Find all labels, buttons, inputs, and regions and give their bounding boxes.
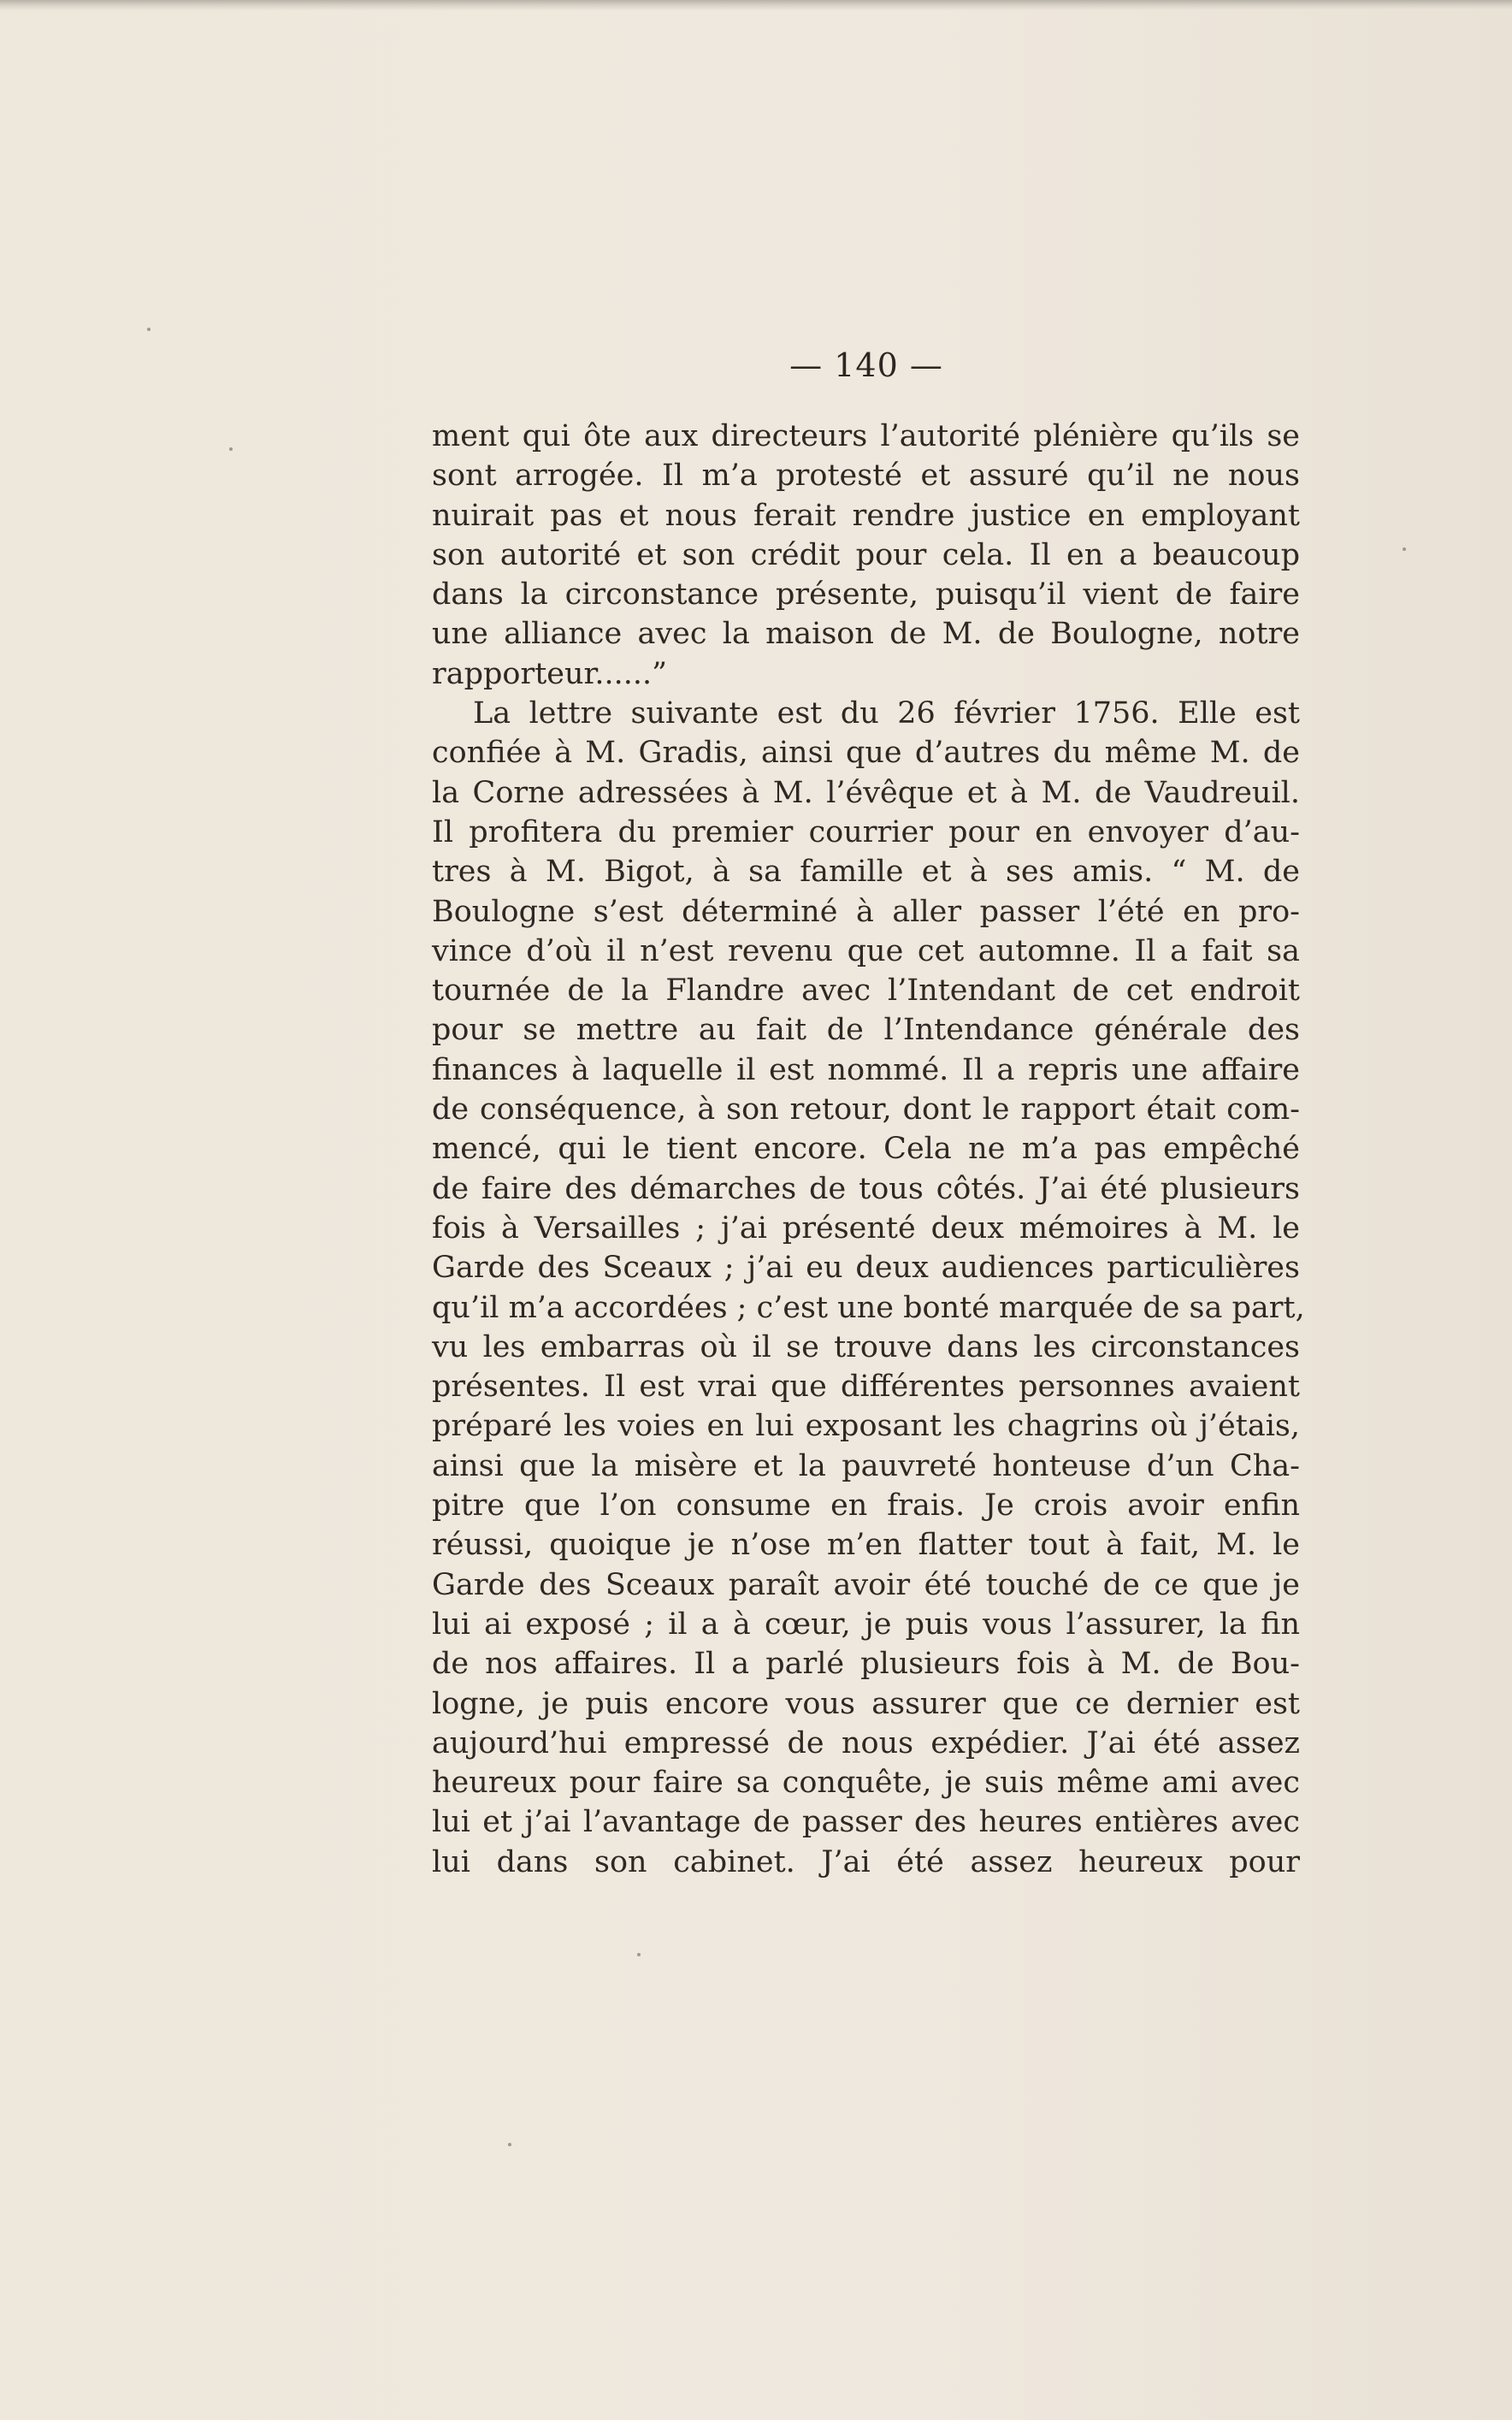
text-line: fois à Versailles ; j’ai présenté deux mémoires à M. le [432, 1210, 1300, 1246]
text-line: aujourd’hui empressé de nous expédier. J’ai été assez [432, 1725, 1300, 1760]
text-line: logne, je puis encore vous assurer que ce dernier est [432, 1686, 1300, 1721]
text-line: Garde des Sceaux paraît avoir été touché de ce que je [432, 1567, 1300, 1602]
text-line: réussi, quoique je n’ose m’en flatter tout à fait, M. le [432, 1528, 1300, 1563]
text-line: tres à M. Bigot, à sa famille et à ses amis. “ M. de [432, 855, 1300, 890]
text-line: heureux pour faire sa conquête, je suis même ami avec [432, 1766, 1300, 1801]
paper-speck [1403, 547, 1406, 551]
text-line: ment qui ôte aux directeurs l’autorité plénière qu’ils se [432, 419, 1300, 453]
text-line: Il profitera du premier courrier pour en envoyer d’au- [432, 814, 1300, 849]
text-line: rapporteur......” [432, 656, 668, 691]
paper-speck [147, 328, 151, 331]
text-line: lui ai exposé ; il a à cœur, je puis vous l’assurer, la fin [432, 1606, 1300, 1642]
text-line: de conséquence, à son retour, dont le rapport était com- [432, 1092, 1300, 1127]
text-line: la Corne adressées à M. l’évêque et à M. de Vaudreuil. [432, 775, 1300, 810]
paragraph-start-line: La lettre suivante est du 26 février 1756. Elle est [473, 696, 1300, 731]
text-line: préparé les voies en lui exposant les chagrins où j’étais, [432, 1409, 1300, 1444]
text-line: lui et j’ai l’avantage de passer des heures entières avec [432, 1805, 1300, 1840]
text-line: pour se mettre au fait de l’Intendance générale des [432, 1013, 1300, 1048]
text-line: vu les embarras où il se trouve dans les circonstances [432, 1329, 1300, 1364]
text-line: son autorité et son crédit pour cela. Il en a beaucoup [432, 537, 1300, 572]
page-number: — 140 — [789, 346, 943, 384]
text-line: présentes. Il est vrai que différentes personnes avaient [432, 1370, 1300, 1405]
text-line: sont arrogée. Il m’a protesté et assuré qu’il ne nous [432, 459, 1300, 494]
paper-speck [637, 1953, 641, 1956]
text-line: une alliance avec la maison de M. de Boulogne, notre [432, 617, 1300, 652]
text-line: nuirait pas et nous ferait rendre justice en employant [432, 498, 1300, 533]
text-line: Boulogne s’est déterminé à aller passer l’été en pro- [432, 894, 1300, 929]
text-line: mencé, qui le tient encore. Cela ne m’a pas empêché [432, 1132, 1300, 1167]
text-line: dans la circonstance présente, puisqu’il vient de faire [432, 577, 1300, 612]
text-line: de nos affaires. Il a parlé plusieurs fois à M. de Bou- [432, 1647, 1300, 1682]
body-text [432, 417, 1305, 1882]
text-line: vince d’où il n’est revenu que cet automne. Il a fait sa [432, 933, 1300, 968]
paper-speck [508, 2143, 511, 2146]
text-line: ainsi que la misère et la pauvreté honteuse d’un Cha- [432, 1448, 1300, 1483]
paper-speck [229, 447, 233, 451]
text-line: de faire des démarches de tous côtés. J’ai été plusieurs [432, 1171, 1300, 1206]
text-line: confiée à M. Gradis, ainsi que d’autres du même M. de [432, 736, 1300, 771]
text-line: tournée de la Flandre avec l’Intendant de cet endroit [432, 973, 1300, 1009]
page-top-edge [0, 0, 1512, 10]
text-line: finances à laquelle il est nommé. Il a repris une affaire [432, 1052, 1300, 1087]
text-line: pitre que l’on consume en frais. Je crois avoir enfin [432, 1488, 1300, 1524]
text-line: Garde des Sceaux ; j’ai eu deux audiences particulières [432, 1251, 1300, 1286]
text-line: qu’il m’a accordées ; c’est une bonté marquée de sa part, [432, 1290, 1305, 1325]
text-line: lui dans son cabinet. J’ai été assez heureux pour [432, 1844, 1300, 1879]
